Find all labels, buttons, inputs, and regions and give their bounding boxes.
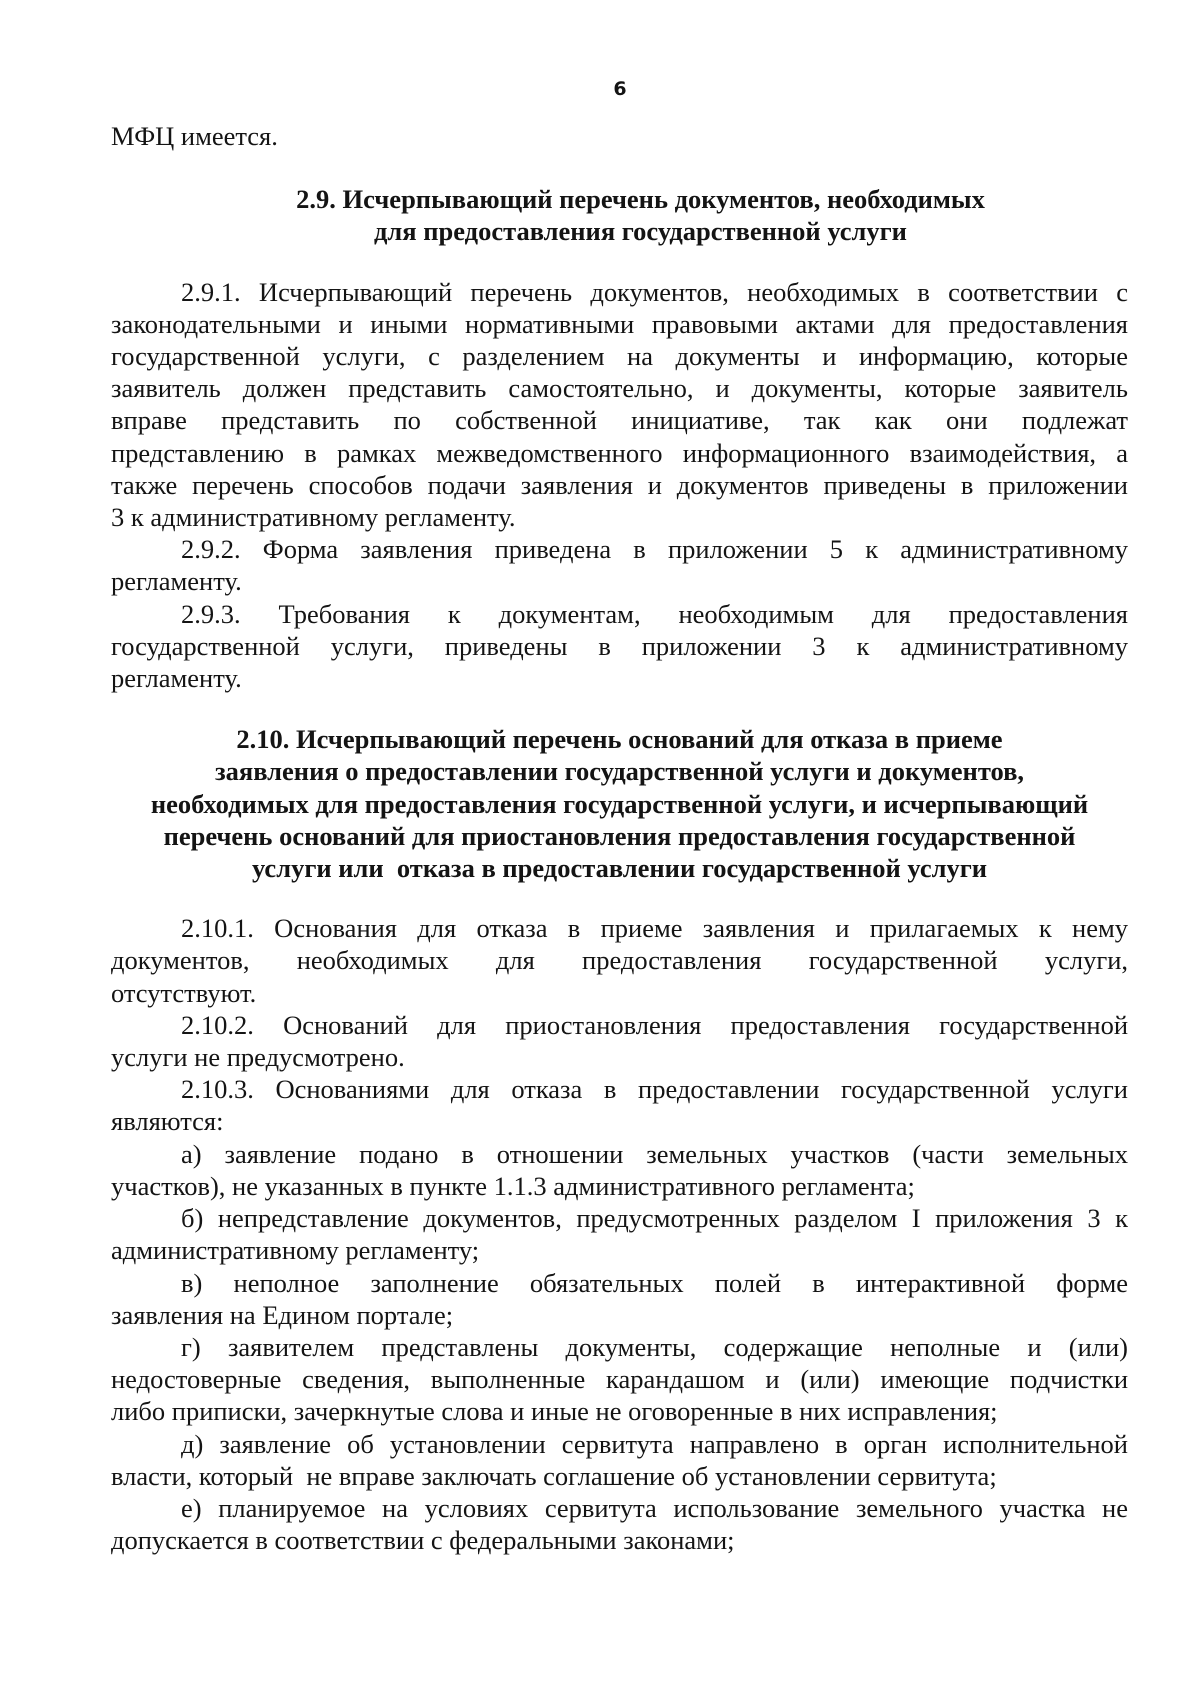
text-line: 2.9.2. Форма заявления приведена в приложении 5 к административному (181, 534, 1128, 565)
heading-line: необходимых для предоставления государственной услуги, и исчерпывающий (150, 788, 1089, 819)
text-line: услуги не предусмотрено. (111, 1042, 405, 1073)
text-line: отсутствуют. (111, 977, 257, 1008)
text-line: власти, который не вправе заключать соглашение об установлении сервитута; (111, 1460, 997, 1491)
section-heading-2-10 (111, 723, 1128, 884)
paragraph-2-10-2 (111, 1009, 1128, 1073)
text-line: МФЦ имеется. (111, 121, 278, 151)
opening-paragraph (111, 120, 1128, 152)
text-line: 2.10.3. Основаниями для отказа в предоставлении государственной услуги (181, 1074, 1128, 1105)
list-item-g (111, 1331, 1128, 1428)
text-line: регламенту. (111, 663, 242, 694)
list-item-e (111, 1492, 1128, 1556)
heading-line: 2.9. Исчерпывающий перечень документов, необходимых (296, 184, 985, 215)
paragraph-2-9-2 (111, 533, 1128, 597)
text-line: государственной услуги, приведены в приложении 3 к административному (111, 630, 1128, 661)
text-line: 3 к административному регламенту. (111, 502, 516, 533)
page-number: 6 (613, 78, 627, 100)
text-line: 2.10.1. Основания для отказа в приеме заявления и прилагаемых к нему (181, 913, 1128, 944)
text-line: государственной услуги, с разделением на документы и информацию, которые (111, 341, 1128, 372)
text-line: административному регламенту; (111, 1235, 480, 1266)
text-line: недостоверные сведения, выполненные карандашом и (или) имеющие подчистки (111, 1364, 1128, 1395)
text-line: б) непредставление документов, предусмотренных разделом I приложения 3 к (181, 1203, 1128, 1234)
text-line: являются: (111, 1106, 224, 1137)
text-line: допускается в соответствии с федеральными законами; (111, 1525, 735, 1556)
list-item-a (111, 1138, 1128, 1202)
text-line: 2.10.2. Оснований для приостановления предоставления государственной (181, 1009, 1128, 1040)
text-line: г) заявителем представлены документы, содержащие неполные и (или) (181, 1331, 1128, 1362)
text-line: заявления на Едином портале; (111, 1299, 454, 1330)
paragraph-2-10-1 (111, 912, 1128, 1009)
heading-line: услуги или отказа в предоставлении государственной услуги (252, 853, 987, 884)
text-line: участков), не указанных в пункте 1.1.3 административного регламента; (111, 1170, 915, 1201)
text-line: представлению в рамках межведомственного информационного взаимодействия, а (111, 437, 1128, 468)
text-line: вправе представить по собственной инициативе, так как они подлежат (111, 405, 1128, 436)
text-line: документов, необходимых для предоставления государственной услуги, (111, 945, 1128, 976)
text-line: регламенту. (111, 566, 242, 597)
text-line: 2.9.1. Исчерпывающий перечень документов, необходимых в соответствии с (181, 276, 1128, 307)
text-line: а) заявление подано в отношении земельных участков (части земельных (181, 1138, 1128, 1169)
text-line: д) заявление об установлении сервитута направлено в орган исполнительной (181, 1428, 1128, 1459)
section-heading-2-9 (111, 183, 1128, 247)
heading-line: для предоставления государственной услуги (374, 216, 907, 247)
text-line: либо приписки, зачеркнутые слова и иные не оговоренные в них исправления; (111, 1396, 998, 1427)
paragraph-2-10-3 (111, 1073, 1128, 1137)
text-line: е) планируемое на условиях сервитута использование земельного участка не (181, 1492, 1128, 1523)
list-item-b (111, 1202, 1128, 1266)
list-item-v (111, 1267, 1128, 1331)
heading-line: 2.10. Исчерпывающий перечень оснований для отказа в приеме (236, 724, 1003, 755)
heading-line: перечень оснований для приостановления предоставления государственной (163, 820, 1076, 851)
document-body (111, 120, 1128, 1556)
list-item-d (111, 1428, 1128, 1492)
heading-line: заявления о предоставлении государственной услуги и документов, (214, 756, 1025, 787)
text-line: в) неполное заполнение обязательных полей в интерактивной форме (181, 1267, 1128, 1298)
text-line: заявитель должен представить самостоятельно, и документы, которые заявитель (111, 373, 1128, 404)
text-line: законодательными и иными нормативными правовыми актами для предоставления (111, 308, 1128, 339)
text-line: также перечень способов подачи заявления и документов приведены в приложении (111, 469, 1128, 500)
text-line: 2.9.3. Требования к документам, необходимым для предоставления (181, 598, 1128, 629)
paragraph-2-9-3 (111, 598, 1128, 695)
paragraph-2-9-1 (111, 276, 1128, 534)
